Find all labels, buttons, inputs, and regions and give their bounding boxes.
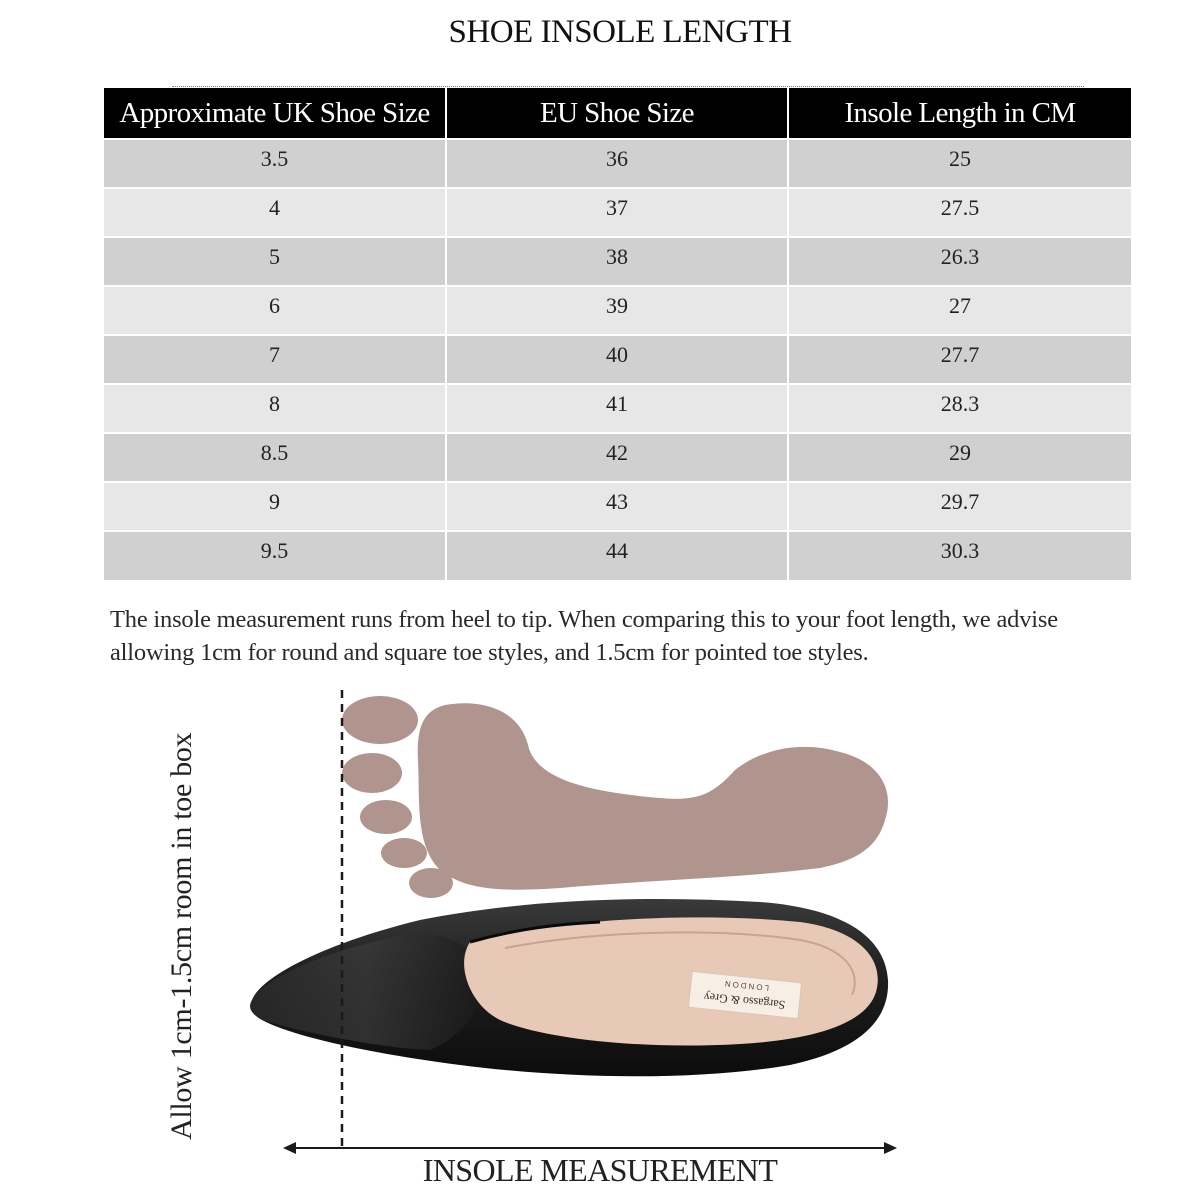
cell-uk-size: 5 [104, 237, 446, 286]
header-uk-size: Approximate UK Shoe Size [104, 88, 446, 139]
table-row [104, 335, 1131, 384]
cell-insole-length: 28.3 [788, 384, 1131, 433]
cell-eu-size: 44 [446, 531, 788, 580]
cell-insole-length: 30.3 [788, 531, 1131, 580]
cell-uk-size: 6 [104, 286, 446, 335]
cell-eu-size: 37 [446, 188, 788, 237]
cell-eu-size: 43 [446, 482, 788, 531]
table-row [104, 286, 1131, 335]
cell-insole-length: 29 [788, 433, 1131, 482]
cell-uk-size: 7 [104, 335, 446, 384]
size-table [104, 88, 1131, 580]
cell-uk-size: 8.5 [104, 433, 446, 482]
footprint-icon [342, 696, 888, 898]
header-insole-length: Insole Length in CM [788, 88, 1131, 139]
cell-eu-size: 41 [446, 384, 788, 433]
table-row [104, 433, 1131, 482]
cell-uk-size: 4 [104, 188, 446, 237]
cell-uk-size: 9.5 [104, 531, 446, 580]
table-row [104, 139, 1131, 188]
cell-eu-size: 42 [446, 433, 788, 482]
table-row [104, 237, 1131, 286]
table-row [104, 482, 1131, 531]
cell-eu-size: 39 [446, 286, 788, 335]
cell-insole-length: 27.7 [788, 335, 1131, 384]
toe-room-label: Allow 1cm-1.5cm room in toe box [165, 732, 198, 1140]
insole-note: The insole measurement runs from heel to tip. When comparing this to your foot length, we advise allowing 1cm for round and square toe styles, and 1.5cm for pointed toe styles. [110, 606, 1058, 666]
cell-eu-size: 38 [446, 237, 788, 286]
cell-uk-size: 9 [104, 482, 446, 531]
cell-insole-length: 27.5 [788, 188, 1131, 237]
brand-name: Sargasso & Grey [702, 989, 786, 1013]
cell-insole-length: 26.3 [788, 237, 1131, 286]
table-row [104, 384, 1131, 433]
table-row [104, 188, 1131, 237]
cell-uk-size: 8 [104, 384, 446, 433]
title-divider [172, 86, 1084, 87]
cell-uk-size: 3.5 [104, 139, 446, 188]
cell-insole-length: 29.7 [788, 482, 1131, 531]
cell-insole-length: 27 [788, 286, 1131, 335]
cell-eu-size: 40 [446, 335, 788, 384]
page-title: SHOE INSOLE LENGTH [448, 14, 792, 50]
cell-insole-length: 25 [788, 139, 1131, 188]
cell-eu-size: 36 [446, 139, 788, 188]
table-body [104, 139, 1131, 580]
header-eu-size: EU Shoe Size [446, 88, 788, 139]
brand-city: LONDON [722, 978, 770, 993]
insole-measurement-label: INSOLE MEASUREMENT [422, 1152, 778, 1188]
table-row [104, 531, 1131, 580]
table-header-row [104, 88, 1131, 139]
